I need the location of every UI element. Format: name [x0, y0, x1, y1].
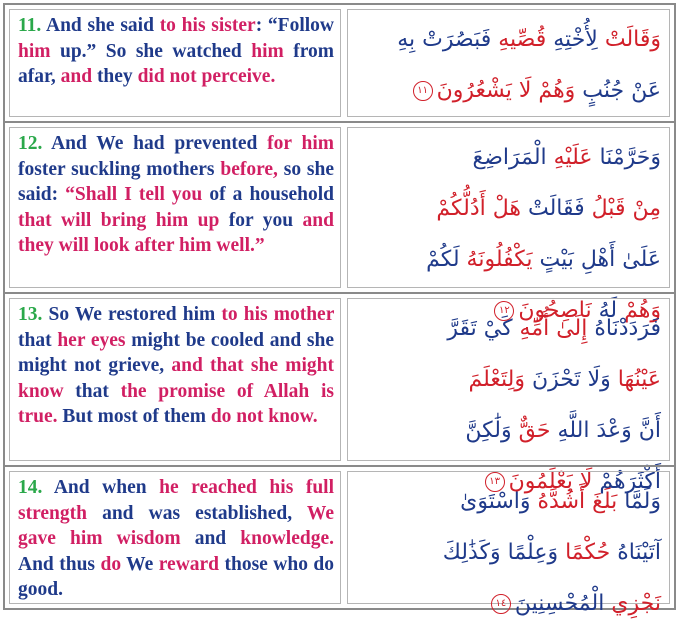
translation-segment: him: [18, 40, 51, 62]
arabic-segment: هَلْ أَدُلُّكُمْ: [436, 196, 521, 221]
arabic-segment: فَرَدَدْنَاهُ: [587, 316, 661, 341]
translation-segment: that: [63, 380, 121, 402]
arabic-line: [354, 476, 661, 527]
english-translation: [18, 131, 334, 259]
translation-segment: for him: [267, 133, 334, 154]
translation-segment: And thus: [18, 553, 101, 575]
arabic-segment: إِلَىٰ أُمِّهِ: [512, 316, 588, 341]
arabic-line: [354, 354, 661, 405]
translation-segment: might be cooled and she might not grieve,: [18, 329, 334, 376]
translation-segment: foster suckling mothers: [18, 158, 221, 180]
arabic-line: [354, 578, 661, 629]
english-cell: [9, 298, 341, 461]
english-translation: [18, 475, 334, 603]
arabic-segment: يَكْفُلُونَهُ: [459, 247, 533, 272]
arabic-segment: وَاسْتَوَىٰ: [460, 489, 531, 514]
arabic-verse: [354, 14, 661, 116]
arabic-cell: [347, 9, 670, 117]
translation-segment: before,: [220, 158, 278, 180]
translation-segment: And We had prevented: [42, 133, 268, 154]
english-translation: [18, 13, 334, 90]
arabic-segment: حَقٌّ: [511, 418, 551, 443]
arabic-segment: أَنَّ وَعْدَ اللَّهِ: [550, 418, 661, 443]
translation-segment: for you: [219, 209, 303, 231]
translation-segment: did not perceive.: [137, 66, 276, 87]
verse-row-11: [5, 5, 674, 121]
arabic-segment: الْمُحْسِنِينَ: [514, 591, 605, 616]
ayah-number-marker: ١٣: [485, 472, 505, 492]
arabic-line: [354, 65, 661, 116]
translation-segment: to his sister: [159, 15, 256, 36]
arabic-segment: الْمَرَاضِعَ: [472, 145, 547, 170]
arabic-segment: أَكْثَرَهُمْ: [592, 469, 661, 494]
arabic-line: [354, 132, 661, 183]
translation-segment: And when: [42, 477, 160, 498]
arabic-segment: نَجْزِي: [604, 591, 661, 616]
ayah-number-marker: ١٢: [494, 301, 514, 321]
arabic-segment: وَلَٰكِنَّ: [465, 418, 512, 443]
translation-segment: the promise of Allah is true.: [18, 380, 334, 427]
arabic-cell: [347, 298, 670, 494]
arabic-segment: وَعِلْمًا: [500, 540, 559, 565]
arabic-segment: وَلَا تَحْزَنَ: [524, 367, 611, 392]
ayah-number-marker: ١٤: [491, 594, 511, 614]
translation-segment: that: [18, 329, 58, 351]
translation-segment: her eyes: [57, 329, 126, 351]
arabic-segment: فَقَالَتْ: [521, 196, 585, 221]
translation-segment: they: [92, 66, 138, 87]
arabic-line: [354, 303, 661, 354]
english-cell: [9, 471, 341, 604]
translation-segment: and that she might know: [18, 355, 334, 402]
translation-segment: and: [180, 528, 241, 549]
translation-segment: up.” So she watched: [50, 40, 252, 62]
arabic-segment: لَكُمْ: [426, 247, 460, 272]
arabic-segment: وَكَذَٰلِكَ: [442, 540, 501, 565]
english-cell: [9, 127, 341, 288]
arabic-segment: حُكْمًا: [558, 540, 611, 565]
verse-number: 12.: [18, 133, 43, 154]
arabic-cell: [347, 127, 670, 323]
verse-table: [3, 3, 676, 616]
translation-segment: We gave him wisdom: [18, 502, 334, 549]
verse-number: 11.: [18, 15, 42, 36]
arabic-line: [354, 405, 661, 456]
arabic-segment: وَحَرَّمْنَا: [592, 145, 661, 170]
translation-segment: of a household: [202, 184, 334, 205]
translation-segment: and they will look after him well.”: [18, 209, 334, 256]
translation-segment: reward: [158, 553, 220, 575]
translation-segment: from afar,: [18, 40, 334, 87]
arabic-segment: عَلَيْهِ: [546, 145, 593, 170]
translation-segment: so she said:: [18, 158, 334, 205]
arabic-segment: مِنْ قَبْلُ: [584, 196, 661, 221]
translation-segment: : “Follow: [255, 15, 335, 36]
translation-segment: But most of them: [57, 406, 211, 427]
translation-segment: do: [100, 553, 122, 575]
arabic-segment: وَهُمْ لَا يَشْعُرُونَ: [436, 78, 576, 103]
arabic-segment: كَيْ تَقَرَّ: [447, 316, 513, 341]
arabic-segment: عَيْنُهَا: [610, 367, 661, 392]
translation-segment: him: [251, 40, 284, 62]
arabic-segment: عَلَىٰ أَهْلِ بَيْتٍ: [532, 247, 661, 272]
arabic-segment: بَلَغَ أَشُدَّهُ: [530, 489, 618, 514]
arabic-segment: نَاصِحُونَ: [518, 298, 592, 323]
translation-segment: And she said: [41, 15, 160, 36]
english-translation: [18, 302, 334, 430]
arabic-segment: وَهُمْ: [617, 298, 661, 323]
translation-segment: So We restored him: [42, 304, 222, 325]
arabic-segment: لَهُ: [591, 298, 618, 323]
arabic-cell: [347, 471, 670, 616]
arabic-segment: لِأُخْتِهِ: [546, 27, 598, 52]
arabic-segment: وَلِتَعْلَمَ: [468, 367, 525, 392]
arabic-line: [354, 183, 661, 234]
arabic-segment: لَا يَعْلَمُونَ: [508, 469, 593, 494]
arabic-segment: آتَيْنَاهُ: [610, 540, 661, 565]
english-cell: [9, 9, 341, 117]
arabic-segment: فَبَصُرَتْ بِهِ: [397, 27, 492, 52]
translation-segment: that will bring him up: [18, 209, 220, 231]
translation-segment: “Shall I tell you: [65, 184, 203, 205]
ayah-number-marker: ١١: [413, 81, 433, 101]
arabic-line: [354, 234, 661, 285]
arabic-segment: عَنْ جُنُبٍ: [575, 78, 661, 103]
verse-row-14: [5, 465, 674, 616]
arabic-segment: وَلَمَّا: [617, 489, 661, 514]
translation-segment: he reached his full strength: [18, 477, 335, 524]
arabic-segment: قُصِّيهِ: [491, 27, 547, 52]
translation-segment: do not know.: [210, 406, 318, 427]
translation-segment: those who do good.: [18, 553, 335, 600]
arabic-segment: وَقَالَتْ: [597, 27, 661, 52]
translation-segment: knowledge.: [240, 528, 334, 549]
verse-number: 14.: [18, 477, 43, 498]
translation-segment: and: [60, 66, 93, 87]
translation-segment: and was established,: [86, 502, 307, 524]
arabic-line: [354, 14, 661, 65]
verse-number: 13.: [18, 304, 43, 325]
translation-segment: to his mother: [221, 304, 335, 325]
arabic-verse: [354, 476, 661, 629]
arabic-line: [354, 527, 661, 578]
translation-segment: We: [121, 553, 159, 575]
